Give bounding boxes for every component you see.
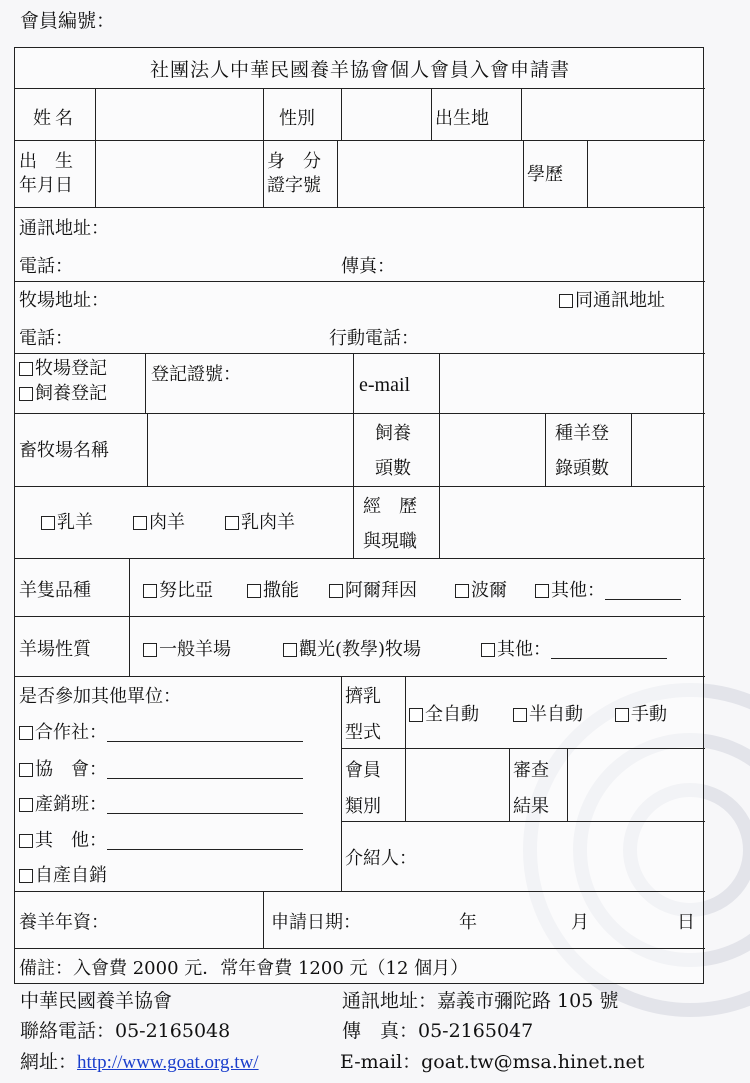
checkbox-icon[interactable] — [19, 763, 33, 777]
same-as-mailing-checkbox[interactable]: 同通訊地址 — [559, 292, 665, 310]
footer-website: 網址：http://www.goat.org.tw/ — [20, 1051, 259, 1073]
footer-fax: 傳 真：05-2165047 — [342, 1020, 534, 1042]
checkbox-icon[interactable] — [41, 516, 55, 530]
form-title: 社團法人中華民國養羊協會個人會員入會申請書 — [149, 59, 570, 81]
website-link[interactable]: http://www.goat.org.tw/ — [77, 1052, 259, 1073]
fax-label: 傳真： — [341, 256, 395, 277]
self-produce-sell-checkbox[interactable]: 自產自銷 — [19, 867, 107, 885]
member-number-label: 會員編號： — [20, 10, 116, 32]
farm-address-label: 牧場地址： — [19, 290, 109, 311]
milking-type-label-line2: 型式 — [345, 722, 381, 743]
milking-type-label-line1: 擠乳 — [345, 686, 381, 707]
birthdate-label-line1: 出 生 — [19, 151, 73, 172]
other-units-label: 是否參加其他單位： — [19, 686, 181, 707]
checkbox-icon[interactable] — [455, 584, 469, 598]
referrer-label: 介紹人： — [345, 848, 417, 869]
checkbox-icon[interactable] — [133, 516, 147, 530]
farm-type-other-input[interactable] — [551, 642, 667, 659]
checkbox-icon[interactable] — [559, 294, 573, 308]
dairy-goat-checkbox[interactable]: 乳羊 — [41, 514, 93, 532]
meat-goat-checkbox[interactable]: 肉羊 — [133, 514, 185, 532]
date-day-label: 日 — [677, 912, 695, 933]
application-date-label: 申請日期： — [271, 912, 361, 933]
id-number-label-line1: 身 分 — [267, 151, 321, 172]
education-label: 學歷 — [527, 164, 563, 185]
checkbox-icon[interactable] — [481, 643, 495, 657]
fully-automatic-checkbox[interactable]: 全自動 — [409, 706, 479, 724]
footer-org-name: 中華民國養羊協會 — [20, 990, 173, 1012]
farm-type-label: 羊場性質 — [19, 639, 91, 660]
checkbox-icon[interactable] — [513, 708, 527, 722]
saanen-checkbox[interactable]: 撒能 — [247, 582, 299, 600]
mailing-address-label: 通訊地址： — [19, 218, 109, 239]
checkbox-icon[interactable] — [535, 584, 549, 598]
checkbox-icon[interactable] — [409, 708, 423, 722]
breed-other-checkbox[interactable]: 其他： — [535, 582, 681, 600]
breed-other-input[interactable] — [605, 583, 681, 600]
checkbox-icon[interactable] — [19, 798, 33, 812]
checkbox-icon[interactable] — [329, 584, 343, 598]
production-class-checkbox[interactable]: 產銷班： — [19, 796, 303, 814]
mobile-phone-label: 行動電話： — [329, 328, 419, 349]
herd-size-label-line2: 頭數 — [375, 458, 411, 479]
date-month-label: 月 — [571, 912, 589, 933]
checkbox-icon[interactable] — [225, 516, 239, 530]
email-label: e-mail — [359, 374, 411, 396]
farm-phone-label: 電話： — [19, 328, 73, 349]
experience-label-line2: 與現職 — [363, 531, 417, 552]
other-unit-checkbox[interactable]: 其 他： — [19, 832, 303, 850]
member-category-label-line1: 會員 — [345, 760, 381, 781]
registered-breeding-count-line2: 錄頭數 — [555, 458, 609, 479]
checkbox-icon[interactable] — [143, 584, 157, 598]
review-result-label-line1: 審查 — [513, 760, 549, 781]
cooperative-input[interactable] — [107, 725, 303, 742]
breeding-registration-checkbox[interactable]: 飼養登記 — [19, 385, 107, 403]
years-raising-label: 養羊年資： — [19, 912, 109, 933]
footer-email: E-mail：goat.tw@msa.hinet.net — [340, 1051, 645, 1073]
dual-purpose-goat-checkbox[interactable]: 乳肉羊 — [225, 514, 295, 532]
breed-label: 羊隻品種 — [19, 580, 91, 601]
farm-registration-checkbox[interactable]: 牧場登記 — [19, 360, 107, 378]
birthdate-label-line2: 年月日 — [19, 175, 73, 196]
nubian-checkbox[interactable]: 努比亞 — [143, 582, 213, 600]
checkbox-icon[interactable] — [19, 869, 33, 883]
gender-label: 性別 — [279, 108, 315, 129]
general-farm-checkbox[interactable]: 一般羊場 — [143, 641, 231, 659]
birthplace-label: 出生地 — [435, 108, 489, 129]
farm-type-other-checkbox[interactable]: 其他： — [481, 641, 667, 659]
fee-note: 備註：入會費 2000 元．常年會費 1200 元（12 個月） — [19, 958, 469, 979]
footer-phone: 聯絡電話：05-2165048 — [20, 1020, 231, 1042]
date-year-label: 年 — [459, 912, 477, 933]
other-unit-input[interactable] — [107, 833, 303, 850]
semi-automatic-checkbox[interactable]: 半自動 — [513, 706, 583, 724]
member-category-label-line2: 類別 — [345, 796, 381, 817]
checkbox-icon[interactable] — [283, 643, 297, 657]
cooperative-checkbox[interactable]: 合作社： — [19, 724, 303, 742]
tourism-farm-checkbox[interactable]: 觀光(教學)牧場 — [283, 641, 421, 659]
herd-size-label-line1: 飼養 — [375, 423, 411, 444]
id-number-label-line2: 證字號 — [267, 175, 321, 196]
registration-number-label: 登記證號： — [151, 364, 241, 385]
phone-label: 電話： — [19, 256, 73, 277]
checkbox-icon[interactable] — [143, 643, 157, 657]
production-class-input[interactable] — [107, 797, 303, 814]
farm-name-label: 畜牧場名稱 — [19, 440, 109, 461]
application-form — [14, 47, 704, 984]
checkbox-icon[interactable] — [247, 584, 261, 598]
checkbox-icon[interactable] — [615, 708, 629, 722]
alpine-checkbox[interactable]: 阿爾拜因 — [329, 582, 417, 600]
review-result-label-line2: 結果 — [513, 796, 549, 817]
checkbox-icon[interactable] — [19, 362, 33, 376]
footer-address: 通訊地址：嘉義市彌陀路 105 號 — [342, 990, 619, 1012]
boer-checkbox[interactable]: 波爾 — [455, 582, 507, 600]
checkbox-icon[interactable] — [19, 834, 33, 848]
registered-breeding-count-line1: 種羊登 — [555, 423, 609, 444]
manual-checkbox[interactable]: 手動 — [615, 706, 667, 724]
name-label: 姓名 — [33, 108, 77, 129]
checkbox-icon[interactable] — [19, 726, 33, 740]
association-checkbox[interactable]: 協 會： — [19, 761, 303, 779]
association-input[interactable] — [107, 762, 303, 779]
checkbox-icon[interactable] — [19, 387, 33, 401]
experience-label-line1: 經 歷 — [363, 496, 417, 517]
